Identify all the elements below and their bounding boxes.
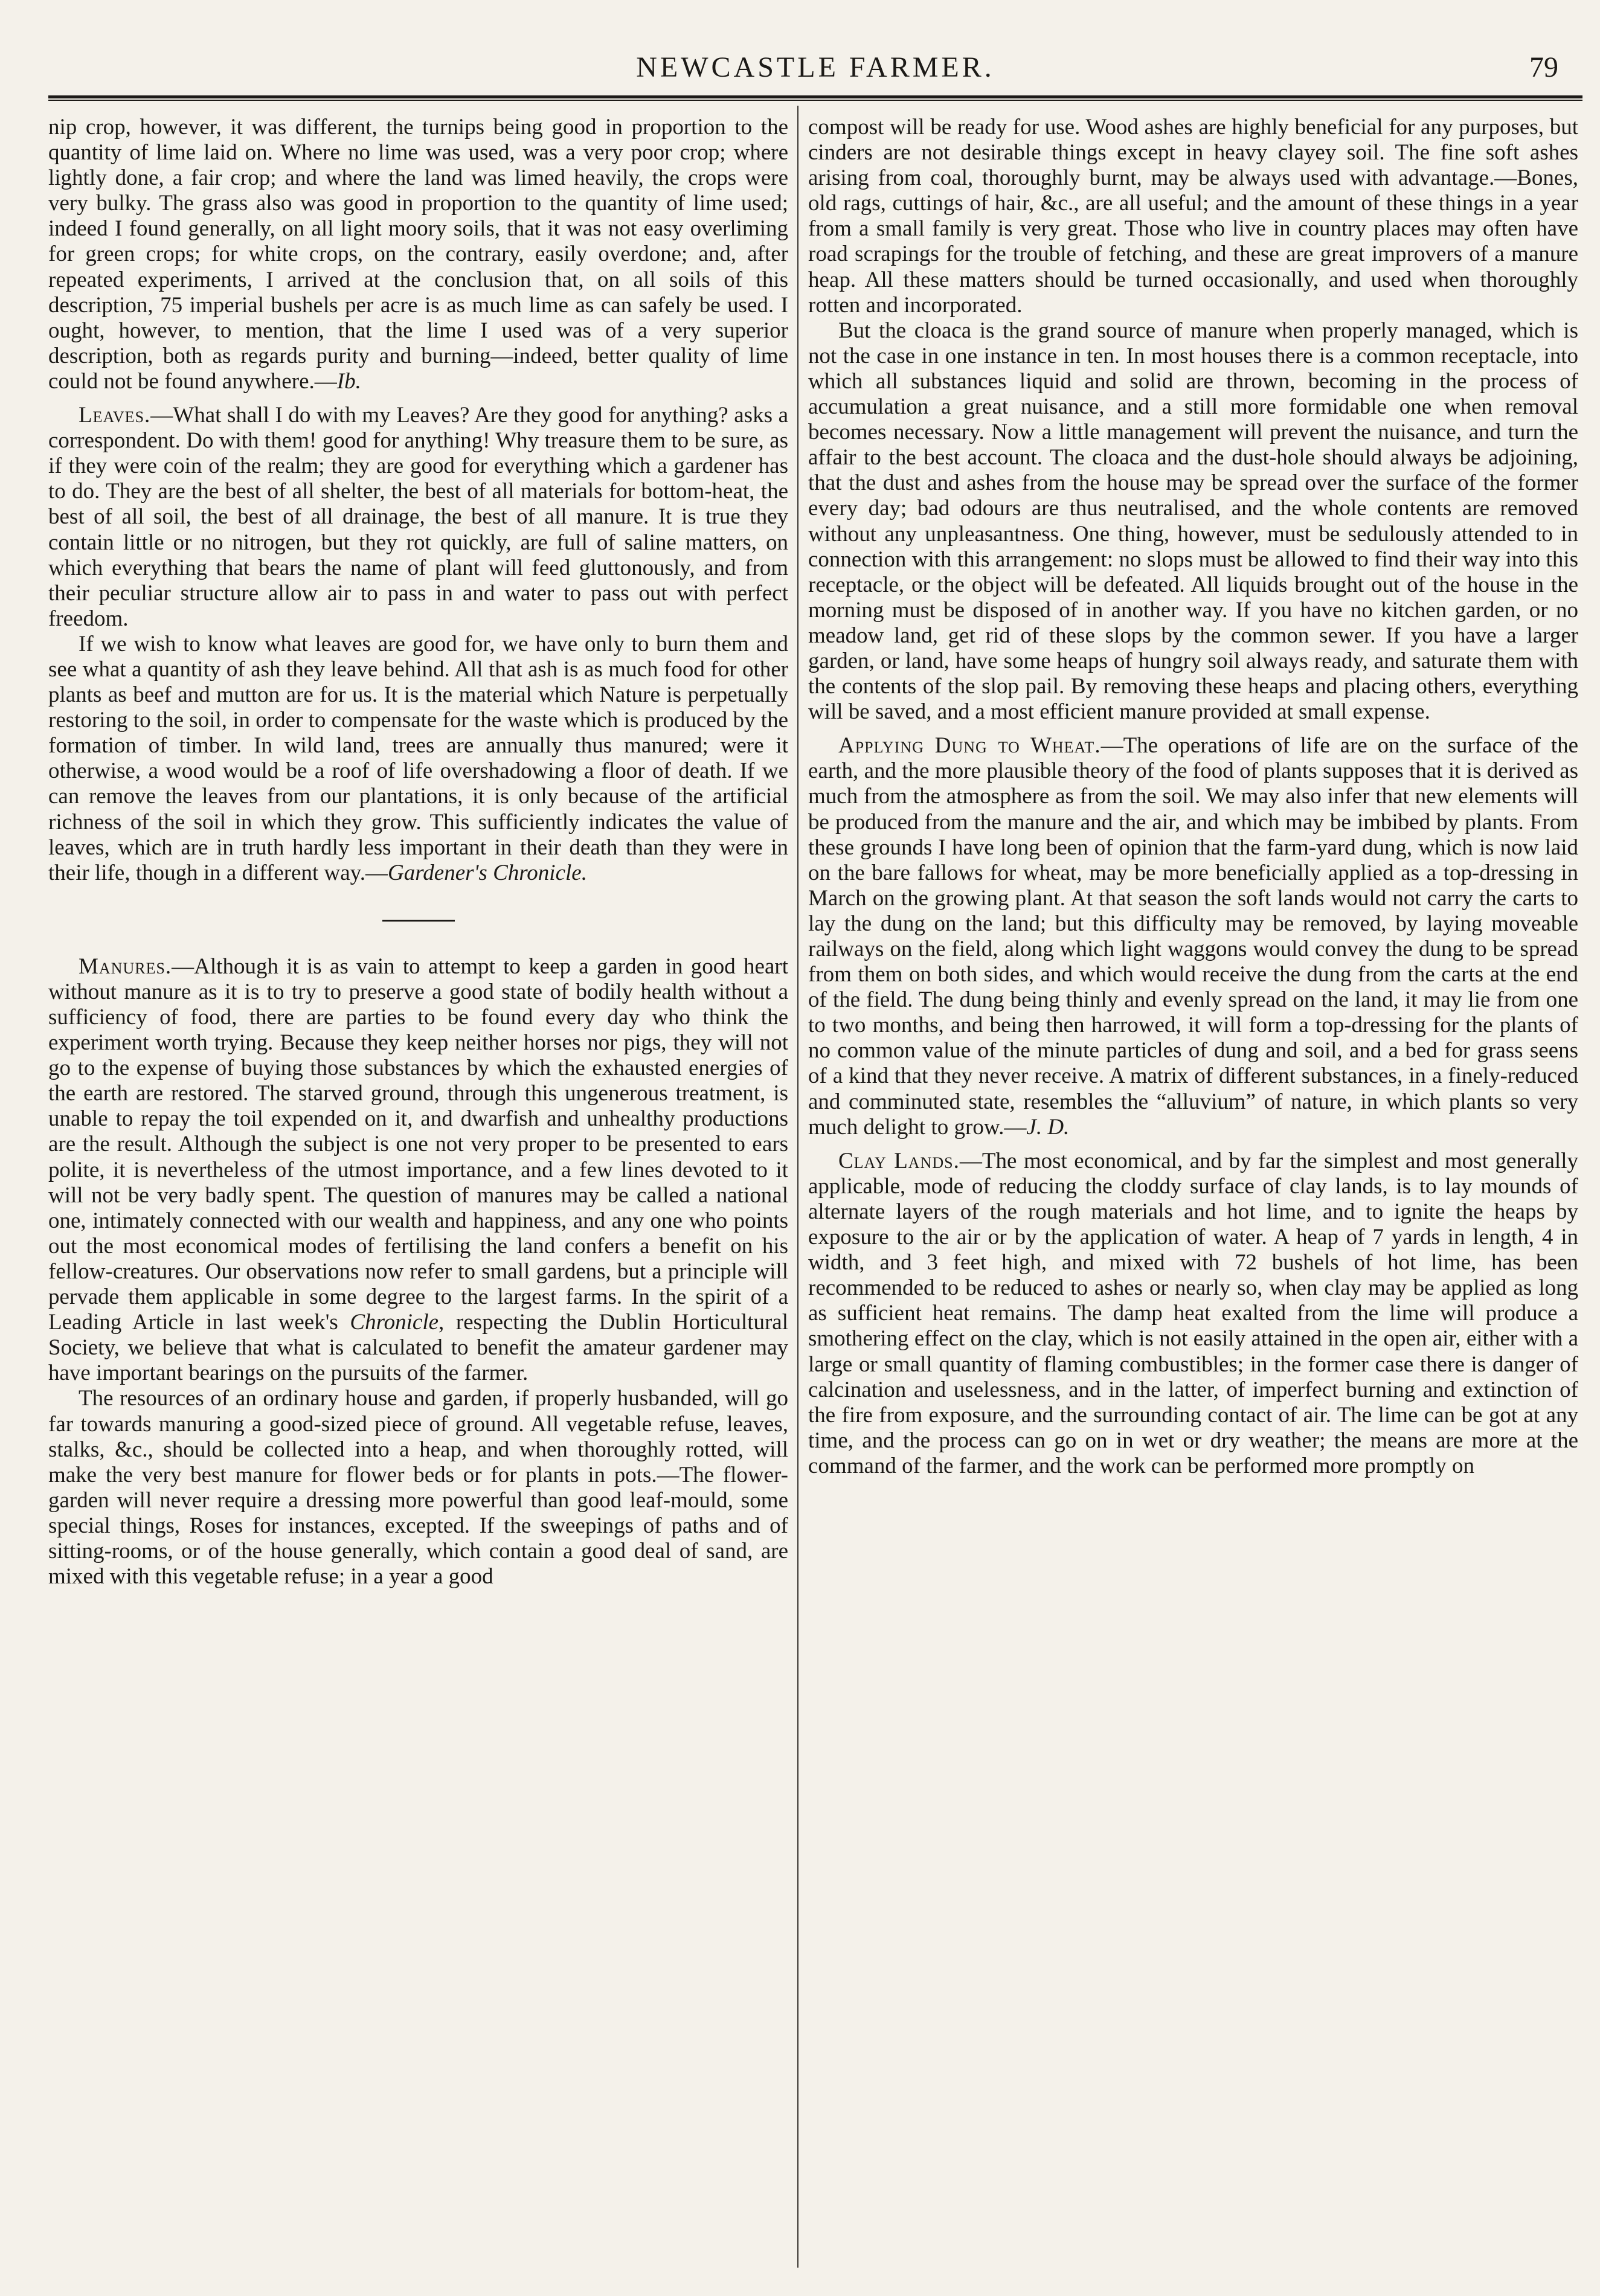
leaves-paragraph-2 xyxy=(48,632,788,886)
header-rule xyxy=(48,95,1582,101)
leaves-text-1: —What shall I do with my Leaves? Are they good for anything? asks a correspondent. Do with them! good for anything! Why treasure them to be sure, as if they were coin of the realm; they are good for everything which a gardener has to do. They are the best of all shelter, the best of all materials for bottom-heat, the best of all soil, the best of all drainage, the best of all manure. It is true they contain little or no nitrogen, but they rot quickly, are full of saline matters, on which everything that bears the name of plant will feed gluttonously, and from their peculiar structure allow air to pass in and water to pass out with perfect freedom. xyxy=(48,403,788,631)
column-divider xyxy=(797,106,798,2268)
lime-continuation-paragraph xyxy=(48,115,788,394)
cloaca-text: But the cloaca is the grand source of manure when properly managed, which is not the case in one instance in ten. In most houses there is a common receptacle, into which all substances liquid and solid are thrown, becoming in the process of accumulation a great nuisance, and a still more formidable one when removal becomes necessary. Now a little management will prevent the nuisance, and turn the affair to the best account. The cloaca and the dust-hole should always be adjoining, that the dust and ashes from the house may be spread over the surface of the former every day; bad odours are thus neutralised, and the whole contents are removed without any unpleasantness. One thing, however, must be sedulously attended to in connection with this arrangement: no slops must be allowed to find their way into this receptacle, or the object will be defeated. All liquids brought out of the house in the morning must be disposed of in another way. If you have no kitchen garden, or no meadow land, get rid of these slops by the common sewer. If you have a larger garden, or land, have some heaps of hungry soil always ready, and saturate them with the contents of the slop pail. By removing these heaps and placing others, everything will be saved, and a most efficient manure provided at small expense. xyxy=(808,318,1578,725)
leaves-heading: Leaves. xyxy=(79,403,151,428)
cloaca-paragraph xyxy=(808,318,1578,725)
dung-wheat-text: —The operations of life are on the surface of the earth, and the more plausible theory of the food of plants supposes that it is derived as much from the atmosphere as from the soil. We may also infer that new elements will be produced from the manure and the air, and which may be imbibed by plants. From these grounds I have long been of opinion that the farm-yard dung, which is now laid on the bare fallows for wheat, may be more beneficially applied as a top-dressing in March on the growing plant. At that season the soft lands would not carry the carts to lay the dung on the land; but this difficulty may be removed, by laying moveable railways on the field, along which light waggons would convey the dung to be spread from them on both sides, and which would receive the dung from the carts at the end of the field. The dung being thinly and evenly spread on the land, it may lie from one to two months, and being then harrowed, it will form a top-dressing for the plants of no common value of the minute particles of dung and soil, and a bed for grass seens of a kind that they never receive. A matrix of different substances, in a finely-reduced and comminuted state, resembles the “alluvium” of nature, in which plants so very much delight to grow.— xyxy=(808,733,1578,1140)
manures-paragraph-1 xyxy=(48,954,788,1387)
manures-chronicle-ref: Chronicle xyxy=(350,1310,439,1335)
clay-lands-text: —The most economical, and by far the simplest and most generally applicable, mode of reducing the cloddy surface of clay lands, is to lay mounds of alternate layers of the rough materials and hot lime, and to ignite the heaps by exposure to the air or by the application of water. A heap of 7 yards in length, 4 in width, and 3 feet high, and mixed with 72 bushels of hot lime, has been recommended to be reduced to ashes or nearly so, when clay may be applied as long as sufficient heat remains. The damp heat exalted from the lime will produce a smothering effect on the clay, which is not easily attained in the open air, either with a large or small quantity of flaming combustibles; in the former case there is danger of calcination and uselessness, and in the latter, of imperfect burning and extinction of the fire from exposure, and the surrounding contact of air. The lime can be got at any time, and the process can go on in wet or dry weather; the means are more at the command of the farmer, and the work can be performed more promptly on xyxy=(808,1148,1578,1478)
lime-text: nip crop, however, it was different, the turnips being good in proportion to the quantity of lime laid on. Where no lime was used, was a very poor crop; where lightly done, a fair crop; and where the land was limed heavily, the crops were very bulky. The grass also was good in proportion to the quantity of lime used; indeed I found generally, on all light moory soils, that it was not easy overliming for green crops; for white crops, on the contrary, easily overdone; and, after repeated experiments, I arrived at the conclusion that, on all soils of this description, 75 imperial bushels per acre is as much lime as can safely be used. I ought, however, to mention, that the lime I used was of a very superior description, both as regards purity and burning—indeed, better quality of lime could not be found anywhere.— xyxy=(48,115,788,394)
page-header xyxy=(48,42,1582,97)
manures-paragraph-2 xyxy=(48,1386,788,1589)
dung-wheat-paragraph xyxy=(808,733,1578,1140)
manures-continuation-paragraph xyxy=(808,115,1578,318)
leaves-text-2: If we wish to know what leaves are good for, we have only to burn them and see what a quantity of ash they leave behind. All that ash is as much food for other plants as beef and mutton are for us. It is the material which Nature is perpetually restoring to the soil, in order to compensate for the waste which is produced by the formation of timber. In wild land, trees are annually thus manured; were it otherwise, a wood would be a roof of life overshadowing a floor of death. If we can remove the leaves from our plantations, it is only because of the artificial richness of the soil in which they grow. This sufficiently indicates the value of leaves, which are in truth hardly less important in their death than they were in their life, though in a different way.— xyxy=(48,631,788,885)
page-number: 79 xyxy=(1529,51,1558,83)
dung-wheat-attribution: J. D. xyxy=(1026,1114,1070,1140)
left-column xyxy=(48,115,788,2265)
leaves-attribution: Gardener's Chronicle. xyxy=(388,860,587,885)
right-column xyxy=(808,115,1578,2265)
lime-attribution: Ib. xyxy=(336,368,361,394)
clay-lands-paragraph xyxy=(808,1149,1578,1479)
manures-continuation-text: compost will be ready for use. Wood ashes are highly beneficial for any purposes, but cinders are not desirable things except in heavy clayey soil. The fine soft ashes arising from coal, thoroughly burnt, may be always used with advantage.—Bones, old rags, cuttings of hair, &c., are all useful; and the amount of these things in a year from a small family is very great. Those who live in country places may often have road scrapings for the trouble of fetching, and these are great improvers of a manure heap. All these matters should be turned occasionally, and used when thoroughly rotten and incorporated. xyxy=(808,115,1578,318)
manures-heading: Manures. xyxy=(79,954,172,979)
leaves-paragraph-1 xyxy=(48,403,788,632)
manures-text-1: —Although it is as vain to attempt to keep a garden in good heart without manure as it is to try to preserve a good state of bodily health without a sufficiency of food, there are parties to be found every day who think the experiment worth trying. Because they keep neither horses nor pigs, they will not go to the expense of buying those substances by which the exhausted energies of the earth are restored. The starved ground, through this ungenerous treatment, is unable to repay the toil expended on it, and dwarfish and unhealthy productions are the result. Although the subject is one not very proper to be presented to ears polite, it is nevertheless of the utmost importance, and a few lines devoted to it will not be very badly spent. The question of manures may be called a national one, intimately connected with our wealth and happiness, and any one who points out the most economical modes of fertilising the land confers a benefit on his fellow-creatures. Our observations now refer to small gardens, but a principle will pervade them applicable in some degree to the largest farms. In the spirit of a Leading Article in last week's xyxy=(48,954,788,1335)
dung-wheat-heading: Applying Dung to Wheat. xyxy=(838,733,1101,758)
section-divider-rule xyxy=(382,920,455,922)
manures-text-1-end: , respecting the Dublin Horticultural Society, we believe that what is calculated to benefit the amateur gardener may have important bearings on the pursuits of the farmer. xyxy=(48,1310,788,1386)
running-head: NEWCASTLE FARMER. xyxy=(636,51,995,83)
clay-lands-heading: Clay Lands. xyxy=(838,1148,960,1173)
manures-text-2: The resources of an ordinary house and garden, if properly husbanded, will go far towards manuring a good-sized piece of ground. All vegetable refuse, leaves, stalks, &c., should be collected into a heap, and when thoroughly rotted, will make the very best manure for flower beds or for plants in pots.—The flower-garden will never require a dressing more powerful than good leaf-mould, some special things, Roses for instances, excepted. If the sweepings of paths and of sitting-rooms, or of the house generally, which contain a good deal of sand, are mixed with this vegetable refuse; in a year a good xyxy=(48,1386,788,1589)
